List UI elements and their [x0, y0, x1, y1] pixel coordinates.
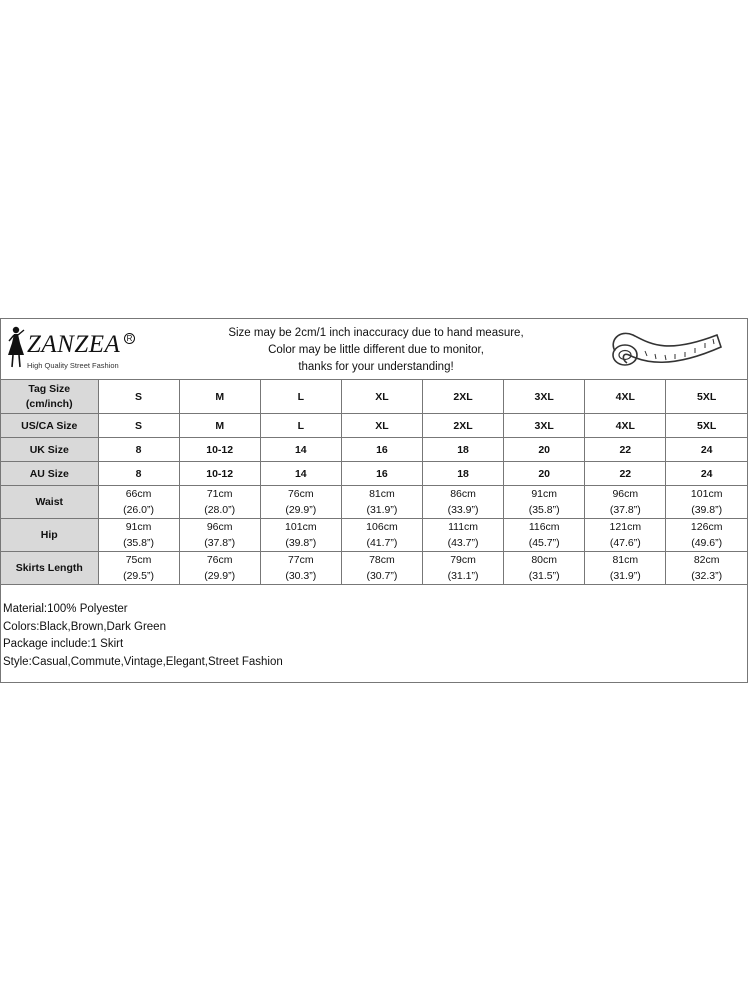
table-cell	[260, 552, 341, 585]
inch-value: (37.8”)	[609, 504, 641, 516]
table-row	[1, 414, 747, 438]
brand-logo	[5, 325, 135, 375]
inch-value: (33.9”)	[447, 504, 479, 516]
inch-value: (29.9”)	[285, 504, 317, 516]
inch-value: (41.7”)	[366, 537, 398, 549]
table-cell: 8	[98, 438, 179, 462]
brand-name: ZANZEA	[27, 331, 121, 358]
inch-value: (31.9”)	[609, 570, 641, 582]
row-header-line: (cm/inch)	[25, 397, 73, 410]
inch-value: (49.6”)	[691, 537, 723, 549]
table-cell	[585, 519, 666, 552]
table-cell: 4XL	[585, 380, 666, 414]
inch-value: (35.8”)	[123, 537, 155, 549]
cm-value: 116cm	[528, 521, 560, 533]
cm-value: 111cm	[448, 521, 479, 533]
measuring-tape-icon	[605, 321, 723, 377]
table-cell	[585, 552, 666, 585]
table-cell: XL	[341, 380, 422, 414]
table-cell	[98, 519, 179, 552]
colors-text: Colors:Black,Brown,Dark Green	[3, 620, 166, 633]
inch-value: (35.8”)	[528, 504, 560, 516]
table-cell	[98, 486, 179, 519]
table-cell: 22	[585, 438, 666, 462]
table-cell: 24	[666, 462, 747, 486]
table-cell: 8	[98, 462, 179, 486]
table-cell: M	[179, 380, 260, 414]
inch-value: (31.9”)	[366, 504, 398, 516]
table-cell	[179, 486, 260, 519]
table-cell: 10-12	[179, 438, 260, 462]
inch-value: (45.7”)	[528, 537, 560, 549]
table-cell	[585, 486, 666, 519]
table-cell: S	[98, 414, 179, 438]
notice-line: thanks for your understanding!	[298, 361, 454, 373]
size-chart-header	[1, 319, 747, 380]
table-cell: S	[98, 380, 179, 414]
inch-value: (39.8”)	[285, 537, 317, 549]
size-chart	[0, 318, 748, 683]
material-text: Material:100% Polyester	[3, 603, 128, 615]
table-cell: 24	[666, 438, 747, 462]
table-cell: 20	[504, 462, 585, 486]
table-row	[1, 438, 747, 462]
cm-value: 76cm	[287, 488, 314, 500]
table-cell: 2XL	[423, 414, 504, 438]
table-cell: 16	[341, 438, 422, 462]
row-header: Hip	[1, 519, 98, 552]
table-cell: M	[179, 414, 260, 438]
inch-value: (43.7”)	[447, 537, 479, 549]
cm-value: 82cm	[693, 554, 720, 566]
inch-value: (30.7”)	[366, 570, 398, 582]
table-cell	[98, 552, 179, 585]
table-cell: 14	[260, 462, 341, 486]
row-header: Skirts Length	[1, 552, 98, 585]
cm-value: 81cm	[369, 488, 395, 500]
table-cell	[666, 552, 747, 585]
product-info	[3, 601, 283, 671]
table-cell: L	[260, 414, 341, 438]
cm-value: 75cm	[125, 554, 152, 566]
table-cell: 20	[504, 438, 585, 462]
table-cell: 18	[423, 438, 504, 462]
table-row	[1, 380, 747, 414]
woman-silhouette-icon	[5, 325, 27, 369]
table-cell: 3XL	[504, 380, 585, 414]
row-header: US/CA Size	[1, 414, 98, 438]
row-header: AU Size	[1, 462, 98, 486]
cm-value: 101cm	[690, 488, 723, 500]
table-row	[1, 486, 747, 519]
table-cell: 10-12	[179, 462, 260, 486]
cm-value: 91cm	[125, 521, 152, 533]
table-cell: 18	[423, 462, 504, 486]
cm-value: 91cm	[531, 488, 558, 500]
table-cell	[341, 552, 422, 585]
measurement-notice	[201, 325, 551, 376]
cm-value: 86cm	[450, 488, 476, 500]
table-cell	[260, 486, 341, 519]
cm-value: 80cm	[531, 554, 558, 566]
cm-value: 126cm	[690, 521, 723, 533]
table-row	[1, 519, 747, 552]
cm-value: 96cm	[206, 521, 233, 533]
cm-value: 79cm	[450, 554, 476, 566]
inch-value: (31.5”)	[528, 570, 560, 582]
table-cell	[666, 519, 747, 552]
table-cell	[423, 486, 504, 519]
table-cell	[341, 519, 422, 552]
cm-value: 106cm	[366, 521, 398, 533]
table-cell	[179, 552, 260, 585]
table-cell	[341, 486, 422, 519]
inch-value: (30.3”)	[285, 570, 317, 582]
size-table	[1, 380, 747, 585]
table-cell: 2XL	[423, 380, 504, 414]
inch-value: (39.8”)	[691, 504, 723, 516]
notice-line: Size may be 2cm/1 inch inaccuracy due to hand measure,	[228, 327, 524, 339]
cm-value: 121cm	[609, 521, 642, 533]
inch-value: (29.9”)	[204, 570, 236, 582]
inch-value: (26.0”)	[123, 504, 155, 516]
table-cell	[504, 519, 585, 552]
brand-tagline: High Quality Street Fashion	[27, 361, 119, 370]
package-text: Package include:1 Skirt	[3, 638, 124, 650]
notice-line: Color may be little different due to monitor,	[268, 344, 484, 356]
cm-value: 81cm	[612, 554, 639, 566]
table-cell	[260, 519, 341, 552]
cm-value: 66cm	[125, 488, 152, 500]
table-cell	[504, 552, 585, 585]
inch-value: (32.3”)	[691, 570, 723, 582]
table-cell: XL	[341, 414, 422, 438]
cm-value: 76cm	[206, 554, 233, 566]
table-cell	[666, 486, 747, 519]
cm-value: 101cm	[285, 521, 317, 533]
inch-value: (29.5”)	[123, 570, 155, 582]
table-cell: 14	[260, 438, 341, 462]
table-cell: 5XL	[666, 380, 747, 414]
cm-value: 96cm	[612, 488, 639, 500]
table-cell: 3XL	[504, 414, 585, 438]
style-text: Style:Casual,Commute,Vintage,Elegant,Street Fashion	[3, 655, 283, 668]
row-header: Waist	[1, 486, 98, 519]
inch-value: (37.8”)	[204, 537, 236, 549]
table-cell	[423, 552, 504, 585]
table-cell: L	[260, 380, 341, 414]
table-cell: 4XL	[585, 414, 666, 438]
row-header	[1, 380, 98, 414]
row-header-line: Tag Size	[28, 382, 71, 395]
inch-value: (47.6”)	[609, 537, 641, 549]
cm-value: 71cm	[206, 488, 233, 500]
table-row	[1, 552, 747, 585]
table-cell: 5XL	[666, 414, 747, 438]
table-cell: 16	[341, 462, 422, 486]
table-cell	[504, 486, 585, 519]
table-cell	[179, 519, 260, 552]
cm-value: 77cm	[287, 554, 314, 566]
registered-mark: R	[124, 333, 135, 344]
inch-value: (31.1”)	[447, 570, 479, 582]
table-cell: 22	[585, 462, 666, 486]
table-cell	[423, 519, 504, 552]
cm-value: 78cm	[369, 554, 395, 566]
inch-value: (28.0”)	[204, 504, 236, 516]
table-row	[1, 462, 747, 486]
row-header: UK Size	[1, 438, 98, 462]
